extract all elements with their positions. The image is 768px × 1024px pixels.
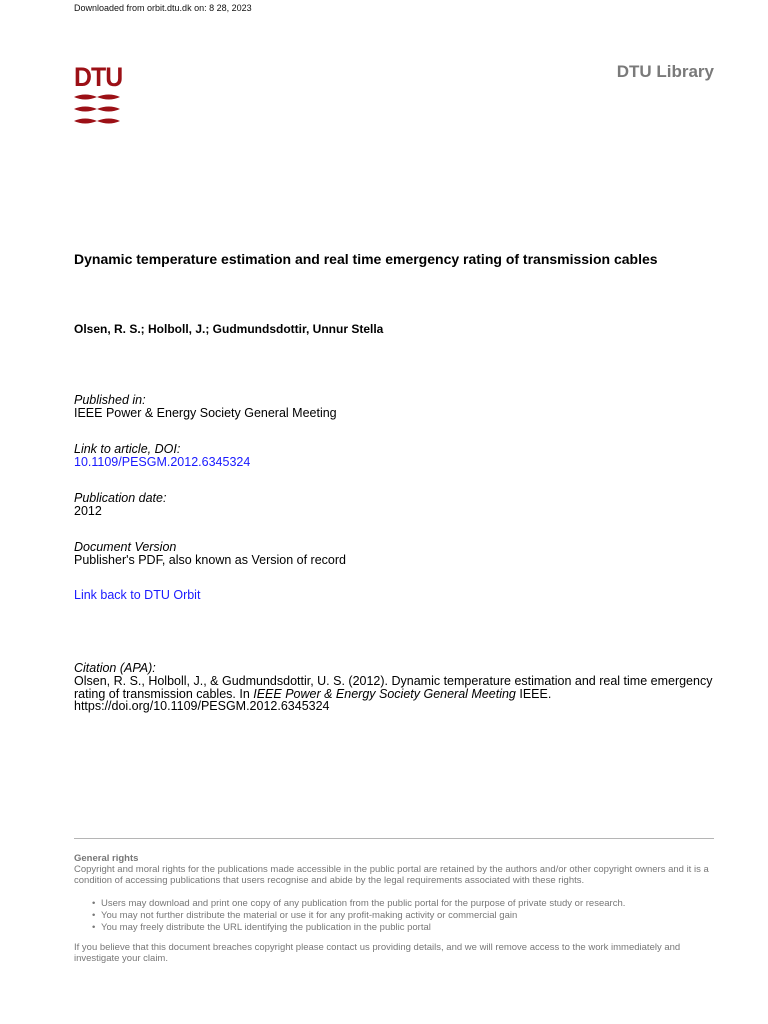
doi-link[interactable]: 10.1109/PESGM.2012.6345324: [74, 455, 251, 469]
doi-field: [74, 443, 250, 469]
published-in-field: [74, 394, 337, 420]
general-rights: [74, 853, 719, 964]
published-in-label: Published in:: [74, 393, 146, 407]
article-authors: Olsen, R. S.; Holboll, J.; Gudmundsdottir, Unnur Stella: [74, 322, 384, 336]
rights-closing: If you believe that this document breaches copyright please contact us providing details, and we will remove access to the work immediately and investigate your claim.: [74, 942, 681, 964]
orbit-field: [74, 589, 200, 602]
citation-block: [74, 662, 714, 713]
citation-journal: IEEE Power & Energy Society General Meeting: [253, 686, 516, 701]
publication-date-field: [74, 492, 166, 518]
rights-title: General rights: [74, 853, 139, 864]
document-version-label: Document Version: [74, 540, 177, 554]
dtu-library-label: DTU Library: [616, 62, 714, 81]
document-version-field: [74, 541, 346, 567]
rights-list-item: • You may freely distribute the URL identifying the publication in the public portal: [101, 922, 719, 934]
rights-list-item: • You may not further distribute the material or use it for any profit-making activity or commercial gain: [101, 910, 719, 922]
doi-label: Link to article, DOI:: [74, 442, 181, 456]
rights-list-item: • Users may download and print one copy of any publication from the public portal for the purpose of private study or research.: [101, 898, 719, 910]
citation-publisher: IEEE.: [515, 686, 552, 701]
dtu-logo-text: DTU: [74, 62, 123, 92]
section-divider: [74, 838, 714, 839]
dtu-logo: [74, 62, 123, 125]
download-note: Downloaded from orbit.dtu.dk on: 8 28, 2023: [74, 3, 252, 13]
document-version-value: Publisher's PDF, also known as Version of record: [74, 553, 346, 567]
citation-doi-url: https://doi.org/10.1109/PESGM.2012.6345324: [74, 699, 330, 713]
publication-date-value: 2012: [74, 504, 102, 518]
rights-intro: Copyright and moral rights for the publications made accessible in the public portal are retained by the authors and/or other copyright owners and it is a condition of accessing publications that users recognise and abide by the legal requirements associated with these rights.: [74, 864, 709, 886]
citation-text: Olsen, R. S., Holboll, J., & Gudmundsdottir, U. S. (2012). Dynamic temperature estimation and real time emergency rating of transmission cables. In: [74, 674, 713, 701]
published-in-value: IEEE Power & Energy Society General Meeting: [74, 406, 337, 420]
article-title: Dynamic temperature estimation and real time emergency rating of transmission cables: [74, 251, 658, 267]
citation-label: Citation (APA):: [74, 661, 156, 675]
dtu-logo-icon: [74, 93, 120, 125]
orbit-link[interactable]: Link back to DTU Orbit: [74, 588, 201, 602]
rights-list: [74, 898, 719, 934]
publication-date-label: Publication date:: [74, 491, 167, 505]
